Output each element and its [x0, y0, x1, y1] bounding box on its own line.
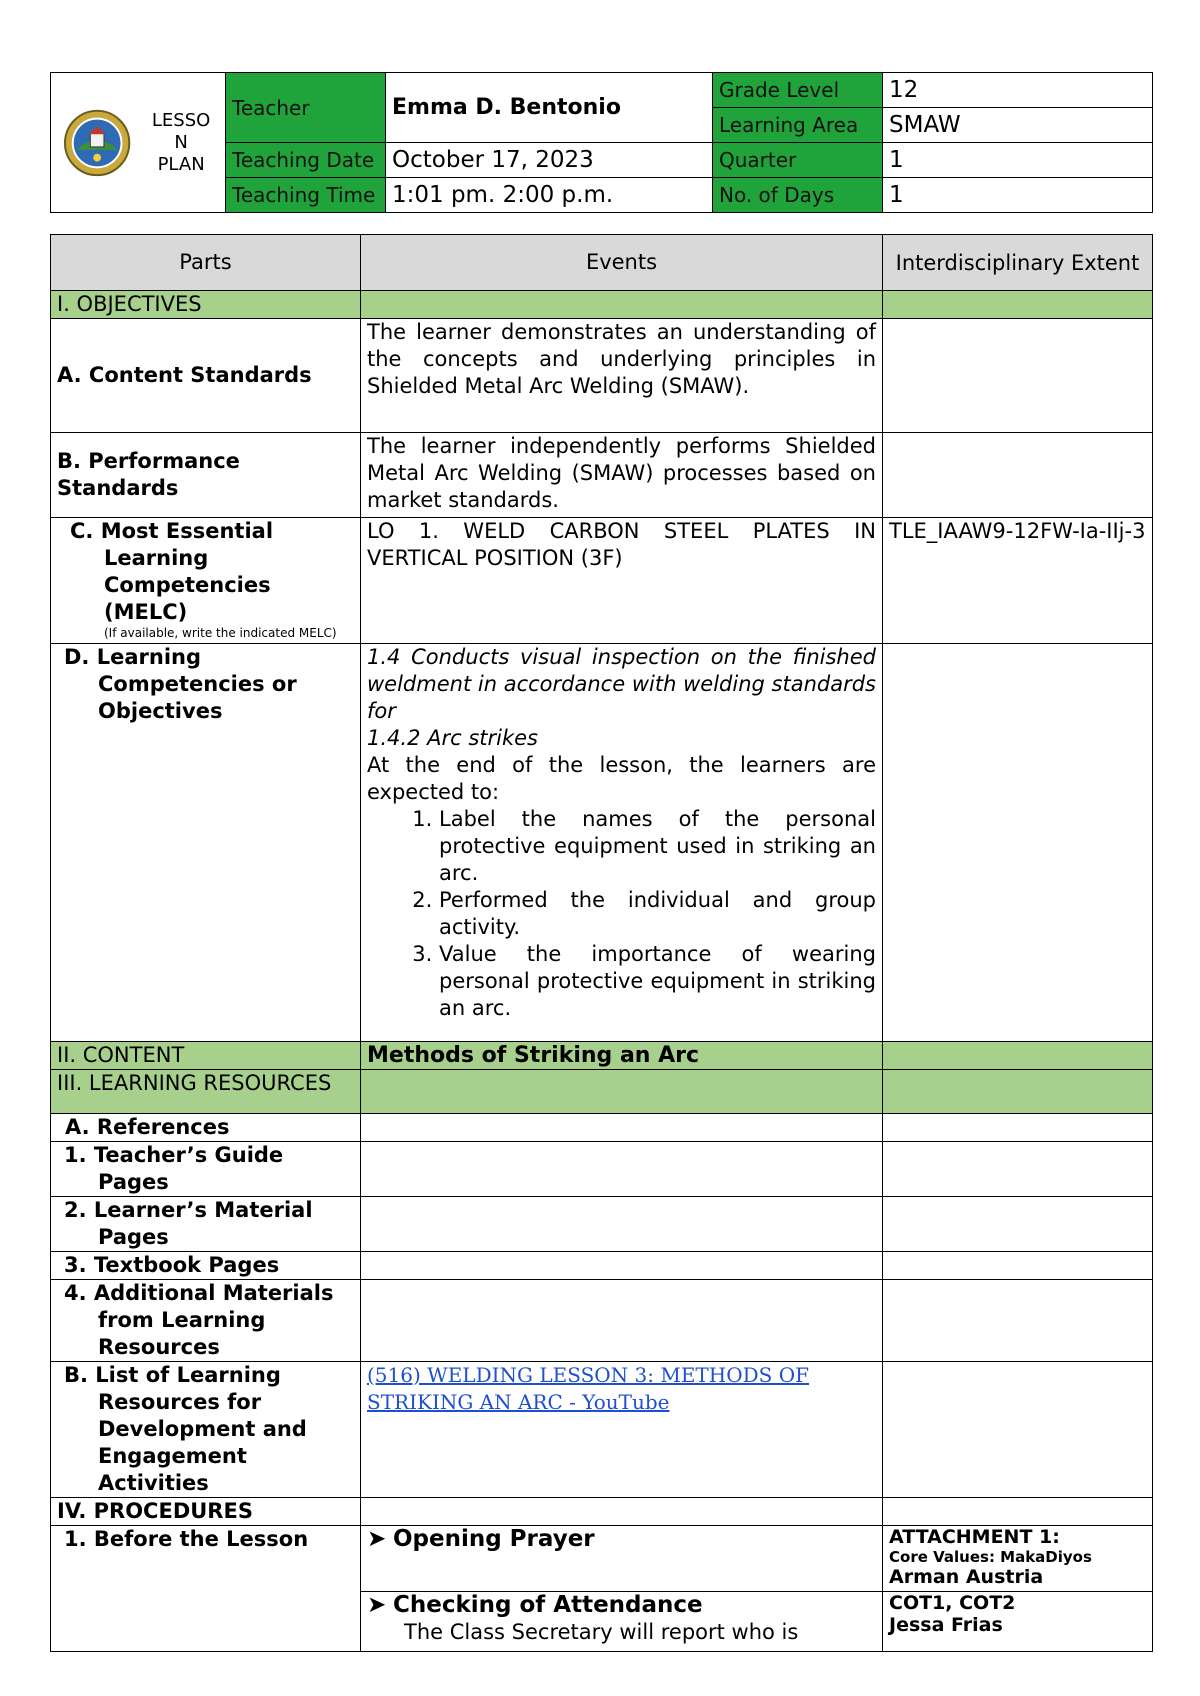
melc-code: TLE_IAAW9-12FW-Ia-IIj-3: [883, 518, 1153, 644]
performance-standards-label: B. Performance Standards: [51, 433, 361, 518]
youtube-resource-link[interactable]: (516) WELDING LESSON 3: METHODS OF STRIKING AN ARC - YouTube: [367, 1363, 809, 1414]
lesson-plan-table: [50, 234, 1153, 1652]
melc-note: (If available, write the indicated MELC): [104, 626, 337, 640]
attachment-1-name: Arman Austria: [889, 1566, 1044, 1588]
list-item: 1. Label the names of the personal protective equipment used in striking an arc.: [439, 806, 876, 887]
resource-link-cell: [361, 1362, 883, 1498]
learning-area-value: SMAW: [883, 108, 1153, 143]
additional-materials-label: 4. Additional Materials from Learning Resources: [51, 1280, 361, 1362]
quarter-value: 1: [883, 143, 1153, 178]
teaching-time-label: Teaching Time: [226, 178, 386, 213]
teachers-guide-label: 1. Teacher’s Guide Pages: [51, 1142, 361, 1197]
learning-area-label: Learning Area: [713, 108, 883, 143]
days-label: No. of Days: [713, 178, 883, 213]
section-learning-resources: III. LEARNING RESOURCES: [51, 1070, 361, 1114]
header-table: [50, 72, 1153, 213]
objectives-label: D. Learning Competencies or Objectives: [51, 644, 361, 1042]
references-label: A. References: [51, 1114, 361, 1142]
teacher-value: Emma D. Bentonio: [386, 73, 713, 143]
content-standards-text: The learner demonstrates an understanding of the concepts and underlying principles in Shielded Metal Arc Welding (SMAW).: [361, 319, 883, 433]
teaching-date-value: October 17, 2023: [386, 143, 713, 178]
objective-intro: At the end of the lesson, the learners are expected to:: [367, 753, 876, 804]
teacher-label: Teacher: [226, 73, 386, 143]
teaching-time-value: 1:01 pm. 2:00 p.m.: [386, 178, 713, 213]
attachment-1-cell: [883, 1526, 1153, 1592]
objective-list: [367, 806, 876, 1022]
section-content: II. CONTENT: [51, 1042, 361, 1070]
objective-competency: 1.4 Conducts visual inspection on the finished weldment in accordance with welding standards for: [367, 645, 876, 723]
list-of-resources-label: B. List of Learning Resources for Development and Engagement Activities: [51, 1362, 361, 1498]
before-lesson-label: 1. Before the Lesson: [51, 1526, 361, 1652]
learners-material-label: 2. Learner’s Material Pages: [51, 1197, 361, 1252]
attachment-2-title: COT1, COT2: [889, 1592, 1016, 1614]
content-standards-label: A. Content Standards: [51, 319, 361, 433]
grade-level-value: 12: [883, 73, 1153, 108]
arrow-bullet-icon: ➤: [367, 1526, 387, 1552]
column-header-extent: Interdisciplinary Extent: [883, 235, 1153, 291]
event-opening-prayer: ➤ Opening Prayer: [361, 1526, 883, 1592]
deped-seal-logo: [63, 108, 131, 178]
grade-level-label: Grade Level: [713, 73, 883, 108]
melc-label: C. Most Essential Learning Competencies (MELC): [70, 519, 274, 624]
attachment-2-name: Jessa Frias: [889, 1614, 1003, 1636]
attachment-1-title: ATTACHMENT 1:: [889, 1526, 1060, 1548]
column-header-events: Events: [361, 235, 883, 291]
quarter-label: Quarter: [713, 143, 883, 178]
objectives-cell: [361, 644, 883, 1042]
objective-subcompetency: 1.4.2 Arc strikes: [367, 726, 538, 750]
days-value: 1: [883, 178, 1153, 213]
column-header-parts: Parts: [51, 235, 361, 291]
performance-standards-text: The learner independently performs Shielded Metal Arc Welding (SMAW) processes based on market standards.: [361, 433, 883, 518]
arrow-bullet-icon: ➤: [367, 1592, 387, 1618]
list-item: 2. Performed the individual and group activity.: [439, 887, 876, 941]
textbook-pages-label: 3. Textbook Pages: [51, 1252, 361, 1280]
teaching-date-label: Teaching Date: [226, 143, 386, 178]
section-objectives: I. OBJECTIVES: [51, 291, 361, 319]
melc-cell: [51, 518, 361, 644]
content-title: Methods of Striking an Arc: [361, 1042, 883, 1070]
logo-cell: [51, 73, 226, 213]
attachment-2-cell: [883, 1592, 1153, 1652]
melc-text: LO 1. WELD CARBON STEEL PLATES IN VERTICAL POSITION (3F): [361, 518, 883, 644]
attendance-text: The Class Secretary will report who is: [404, 1620, 799, 1644]
event-attendance: ➤ Checking of Attendance The Class Secretary will report who is: [361, 1592, 883, 1652]
lesson-plan-title: LESSO N PLAN: [151, 109, 211, 175]
list-item: 3. Value the importance of wearing personal protective equipment in striking an arc.: [439, 941, 876, 1022]
attachment-1-sub: Core Values: MakaDiyos: [889, 1548, 1092, 1566]
section-procedures: IV. PROCEDURES: [51, 1498, 361, 1526]
